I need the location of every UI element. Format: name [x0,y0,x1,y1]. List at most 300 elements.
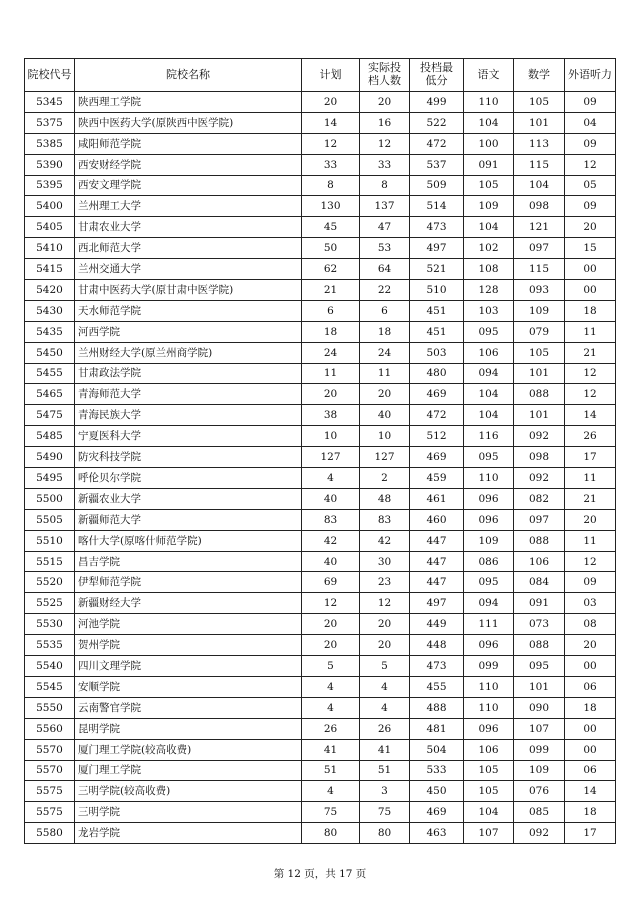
cell-math: 113 [514,133,565,154]
cell-chinese: 099 [464,656,514,677]
cell-plan: 20 [302,614,360,635]
cell-min-score: 533 [410,760,464,781]
cell-name: 甘肃中医药大学(原甘肃中医学院) [75,280,302,301]
cell-plan: 62 [302,259,360,280]
cell-code: 5420 [25,280,75,301]
cell-plan: 18 [302,321,360,342]
cell-min-score: 514 [410,196,464,217]
cell-name: 昌吉学院 [75,551,302,572]
cell-listening: 00 [565,280,616,301]
table-row [25,614,616,635]
table-row [25,572,616,593]
cell-actual: 137 [360,196,410,217]
cell-listening: 12 [565,384,616,405]
cell-code: 5545 [25,676,75,697]
cell-actual: 42 [360,530,410,551]
table-row [25,593,616,614]
header-min-score: 投档最低分 [410,59,464,92]
cell-name: 西安文理学院 [75,175,302,196]
table-row [25,468,616,489]
cell-listening: 03 [565,593,616,614]
cell-name: 青海民族大学 [75,405,302,426]
cell-code: 5540 [25,656,75,677]
header-math: 数学 [514,59,565,92]
cell-actual: 64 [360,259,410,280]
cell-actual: 20 [360,384,410,405]
table-row [25,384,616,405]
cell-min-score: 451 [410,321,464,342]
cell-code: 5400 [25,196,75,217]
cell-plan: 11 [302,363,360,384]
cell-min-score: 504 [410,739,464,760]
cell-min-score: 521 [410,259,464,280]
cell-plan: 80 [302,823,360,844]
cell-chinese: 106 [464,342,514,363]
table-row [25,635,616,656]
cell-plan: 75 [302,802,360,823]
cell-listening: 09 [565,92,616,113]
cell-chinese: 106 [464,739,514,760]
cell-min-score: 447 [410,530,464,551]
cell-chinese: 095 [464,572,514,593]
cell-actual: 2 [360,468,410,489]
table-row [25,154,616,175]
cell-name: 陕西理工学院 [75,92,302,113]
cell-actual: 22 [360,280,410,301]
cell-min-score: 469 [410,384,464,405]
cell-min-score: 469 [410,447,464,468]
cell-math: 097 [514,238,565,259]
cell-math: 121 [514,217,565,238]
cell-min-score: 537 [410,154,464,175]
table-body [25,92,616,844]
cell-plan: 127 [302,447,360,468]
table-row [25,259,616,280]
cell-listening: 15 [565,238,616,259]
cell-plan: 83 [302,509,360,530]
cell-actual: 4 [360,676,410,697]
cell-code: 5395 [25,175,75,196]
cell-math: 101 [514,405,565,426]
header-name: 院校名称 [75,59,302,92]
cell-name: 新疆财经大学 [75,593,302,614]
table-row [25,300,616,321]
cell-math: 092 [514,426,565,447]
header-code: 院校代号 [25,59,75,92]
cell-actual: 24 [360,342,410,363]
cell-listening: 09 [565,133,616,154]
cell-chinese: 111 [464,614,514,635]
cell-listening: 11 [565,321,616,342]
cell-code: 5345 [25,92,75,113]
cell-actual: 20 [360,635,410,656]
cell-code: 5415 [25,259,75,280]
cell-chinese: 094 [464,593,514,614]
cell-listening: 20 [565,635,616,656]
cell-chinese: 110 [464,468,514,489]
cell-code: 5500 [25,488,75,509]
cell-chinese: 095 [464,321,514,342]
cell-plan: 50 [302,238,360,259]
cell-listening: 26 [565,426,616,447]
table-row [25,321,616,342]
cell-actual: 26 [360,718,410,739]
cell-listening: 08 [565,614,616,635]
cell-chinese: 105 [464,781,514,802]
table-row [25,363,616,384]
cell-math: 106 [514,551,565,572]
table-row [25,718,616,739]
cell-code: 5515 [25,551,75,572]
cell-min-score: 472 [410,405,464,426]
cell-name: 兰州财经大学(原兰州商学院) [75,342,302,363]
cell-actual: 41 [360,739,410,760]
cell-plan: 51 [302,760,360,781]
cell-math: 082 [514,488,565,509]
cell-min-score: 451 [410,300,464,321]
cell-plan: 130 [302,196,360,217]
cell-name: 咸阳师范学院 [75,133,302,154]
cell-actual: 4 [360,697,410,718]
cell-min-score: 472 [410,133,464,154]
cell-actual: 18 [360,321,410,342]
cell-min-score: 497 [410,593,464,614]
cell-min-score: 450 [410,781,464,802]
header-actual: 实际投档人数 [360,59,410,92]
table-row [25,405,616,426]
header-listening: 外语听力 [565,59,616,92]
cell-code: 5550 [25,697,75,718]
cell-code: 5390 [25,154,75,175]
cell-plan: 8 [302,175,360,196]
cell-code: 5490 [25,447,75,468]
table-row [25,656,616,677]
cell-min-score: 503 [410,342,464,363]
table-row [25,426,616,447]
cell-code: 5530 [25,614,75,635]
cell-plan: 20 [302,635,360,656]
cell-plan: 33 [302,154,360,175]
table-row [25,280,616,301]
cell-code: 5570 [25,739,75,760]
cell-math: 109 [514,760,565,781]
cell-chinese: 095 [464,447,514,468]
table-row [25,509,616,530]
cell-name: 昆明学院 [75,718,302,739]
cell-actual: 16 [360,112,410,133]
cell-name: 宁夏医科大学 [75,426,302,447]
cell-chinese: 104 [464,405,514,426]
cell-actual: 20 [360,614,410,635]
cell-math: 098 [514,196,565,217]
cell-actual: 75 [360,802,410,823]
cell-math: 079 [514,321,565,342]
cell-actual: 48 [360,488,410,509]
cell-actual: 12 [360,593,410,614]
cell-actual: 30 [360,551,410,572]
cell-chinese: 109 [464,530,514,551]
admission-score-table [24,58,616,844]
cell-math: 088 [514,635,565,656]
cell-name: 新疆师范大学 [75,509,302,530]
cell-name: 天水师范学院 [75,300,302,321]
cell-math: 076 [514,781,565,802]
cell-chinese: 110 [464,676,514,697]
table-row [25,676,616,697]
cell-code: 5405 [25,217,75,238]
cell-min-score: 447 [410,551,464,572]
cell-name: 安顺学院 [75,676,302,697]
cell-listening: 12 [565,363,616,384]
cell-plan: 21 [302,280,360,301]
cell-name: 青海师范大学 [75,384,302,405]
cell-math: 097 [514,509,565,530]
cell-plan: 12 [302,593,360,614]
cell-code: 5435 [25,321,75,342]
table-row [25,217,616,238]
cell-chinese: 108 [464,259,514,280]
table-row [25,530,616,551]
cell-listening: 09 [565,196,616,217]
cell-plan: 6 [302,300,360,321]
cell-name: 河西学院 [75,321,302,342]
cell-plan: 4 [302,781,360,802]
cell-plan: 69 [302,572,360,593]
cell-plan: 4 [302,697,360,718]
cell-math: 092 [514,468,565,489]
cell-plan: 40 [302,488,360,509]
cell-chinese: 105 [464,760,514,781]
cell-listening: 04 [565,112,616,133]
cell-math: 101 [514,676,565,697]
cell-chinese: 105 [464,175,514,196]
cell-chinese: 104 [464,217,514,238]
cell-plan: 10 [302,426,360,447]
cell-code: 5430 [25,300,75,321]
cell-min-score: 469 [410,802,464,823]
cell-name: 云南警官学院 [75,697,302,718]
cell-listening: 20 [565,217,616,238]
cell-actual: 11 [360,363,410,384]
cell-min-score: 459 [410,468,464,489]
cell-listening: 17 [565,823,616,844]
cell-chinese: 100 [464,133,514,154]
cell-name: 三明学院(较高收费) [75,781,302,802]
cell-name: 西安财经学院 [75,154,302,175]
cell-plan: 5 [302,656,360,677]
cell-actual: 8 [360,175,410,196]
cell-code: 5575 [25,781,75,802]
cell-listening: 00 [565,739,616,760]
cell-chinese: 110 [464,92,514,113]
cell-plan: 45 [302,217,360,238]
cell-code: 5385 [25,133,75,154]
cell-code: 5505 [25,509,75,530]
cell-min-score: 448 [410,635,464,656]
table-row [25,447,616,468]
cell-name: 四川文理学院 [75,656,302,677]
header-plan: 计划 [302,59,360,92]
cell-chinese: 128 [464,280,514,301]
cell-listening: 14 [565,781,616,802]
cell-math: 101 [514,363,565,384]
cell-actual: 23 [360,572,410,593]
cell-code: 5525 [25,593,75,614]
cell-math: 105 [514,92,565,113]
header-chinese: 语文 [464,59,514,92]
cell-math: 115 [514,154,565,175]
cell-code: 5575 [25,802,75,823]
cell-code: 5520 [25,572,75,593]
table-row [25,175,616,196]
cell-actual: 10 [360,426,410,447]
cell-plan: 14 [302,112,360,133]
cell-listening: 00 [565,656,616,677]
cell-listening: 17 [565,447,616,468]
cell-plan: 42 [302,530,360,551]
cell-math: 073 [514,614,565,635]
cell-plan: 20 [302,384,360,405]
cell-code: 5485 [25,426,75,447]
cell-code: 5475 [25,405,75,426]
cell-chinese: 096 [464,635,514,656]
cell-actual: 6 [360,300,410,321]
cell-min-score: 481 [410,718,464,739]
cell-plan: 38 [302,405,360,426]
cell-math: 099 [514,739,565,760]
cell-actual: 53 [360,238,410,259]
cell-listening: 18 [565,697,616,718]
cell-chinese: 102 [464,238,514,259]
cell-math: 091 [514,593,565,614]
cell-actual: 47 [360,217,410,238]
cell-name: 陕西中医药大学(原陕西中医学院) [75,112,302,133]
cell-chinese: 086 [464,551,514,572]
cell-min-score: 473 [410,656,464,677]
cell-listening: 18 [565,300,616,321]
cell-code: 5375 [25,112,75,133]
cell-math: 098 [514,447,565,468]
cell-actual: 51 [360,760,410,781]
cell-listening: 11 [565,530,616,551]
cell-name: 兰州交通大学 [75,259,302,280]
cell-min-score: 461 [410,488,464,509]
cell-math: 105 [514,342,565,363]
cell-name: 厦门理工学院 [75,760,302,781]
cell-plan: 4 [302,676,360,697]
cell-name: 兰州理工大学 [75,196,302,217]
cell-listening: 12 [565,551,616,572]
cell-chinese: 096 [464,488,514,509]
cell-listening: 06 [565,760,616,781]
cell-actual: 12 [360,133,410,154]
cell-math: 107 [514,718,565,739]
table-row [25,823,616,844]
table-row [25,133,616,154]
cell-name: 贺州学院 [75,635,302,656]
cell-name: 龙岩学院 [75,823,302,844]
cell-min-score: 447 [410,572,464,593]
cell-plan: 40 [302,551,360,572]
table-row [25,92,616,113]
cell-math: 085 [514,802,565,823]
cell-min-score: 510 [410,280,464,301]
cell-code: 5465 [25,384,75,405]
cell-math: 088 [514,384,565,405]
cell-plan: 26 [302,718,360,739]
cell-min-score: 473 [410,217,464,238]
cell-math: 104 [514,175,565,196]
table-row [25,342,616,363]
cell-chinese: 104 [464,802,514,823]
cell-min-score: 509 [410,175,464,196]
cell-listening: 12 [565,154,616,175]
cell-math: 093 [514,280,565,301]
cell-code: 5535 [25,635,75,656]
table-row [25,488,616,509]
cell-actual: 5 [360,656,410,677]
cell-math: 092 [514,823,565,844]
cell-listening: 00 [565,259,616,280]
cell-name: 防灾科技学院 [75,447,302,468]
cell-plan: 12 [302,133,360,154]
cell-plan: 4 [302,468,360,489]
cell-name: 新疆农业大学 [75,488,302,509]
cell-name: 甘肃农业大学 [75,217,302,238]
cell-min-score: 455 [410,676,464,697]
cell-chinese: 096 [464,718,514,739]
cell-chinese: 094 [464,363,514,384]
cell-listening: 00 [565,718,616,739]
cell-name: 伊犁师范学院 [75,572,302,593]
cell-name: 甘肃政法学院 [75,363,302,384]
page-footer: 第 12 页，共 17 页 [273,868,367,880]
cell-name: 西北师范大学 [75,238,302,259]
cell-chinese: 116 [464,426,514,447]
cell-listening: 06 [565,676,616,697]
cell-listening: 11 [565,468,616,489]
cell-chinese: 103 [464,300,514,321]
cell-listening: 14 [565,405,616,426]
table-header-row [25,59,616,92]
cell-code: 5410 [25,238,75,259]
cell-min-score: 449 [410,614,464,635]
cell-min-score: 480 [410,363,464,384]
cell-chinese: 091 [464,154,514,175]
cell-code: 5570 [25,760,75,781]
table-row [25,697,616,718]
cell-chinese: 096 [464,509,514,530]
cell-min-score: 499 [410,92,464,113]
cell-min-score: 463 [410,823,464,844]
cell-chinese: 110 [464,697,514,718]
cell-min-score: 460 [410,509,464,530]
cell-actual: 40 [360,405,410,426]
cell-min-score: 512 [410,426,464,447]
cell-plan: 20 [302,92,360,113]
cell-actual: 127 [360,447,410,468]
table-row [25,739,616,760]
cell-actual: 3 [360,781,410,802]
cell-actual: 83 [360,509,410,530]
cell-chinese: 104 [464,112,514,133]
cell-listening: 21 [565,488,616,509]
cell-plan: 41 [302,739,360,760]
cell-plan: 24 [302,342,360,363]
cell-math: 115 [514,259,565,280]
cell-min-score: 522 [410,112,464,133]
cell-math: 088 [514,530,565,551]
